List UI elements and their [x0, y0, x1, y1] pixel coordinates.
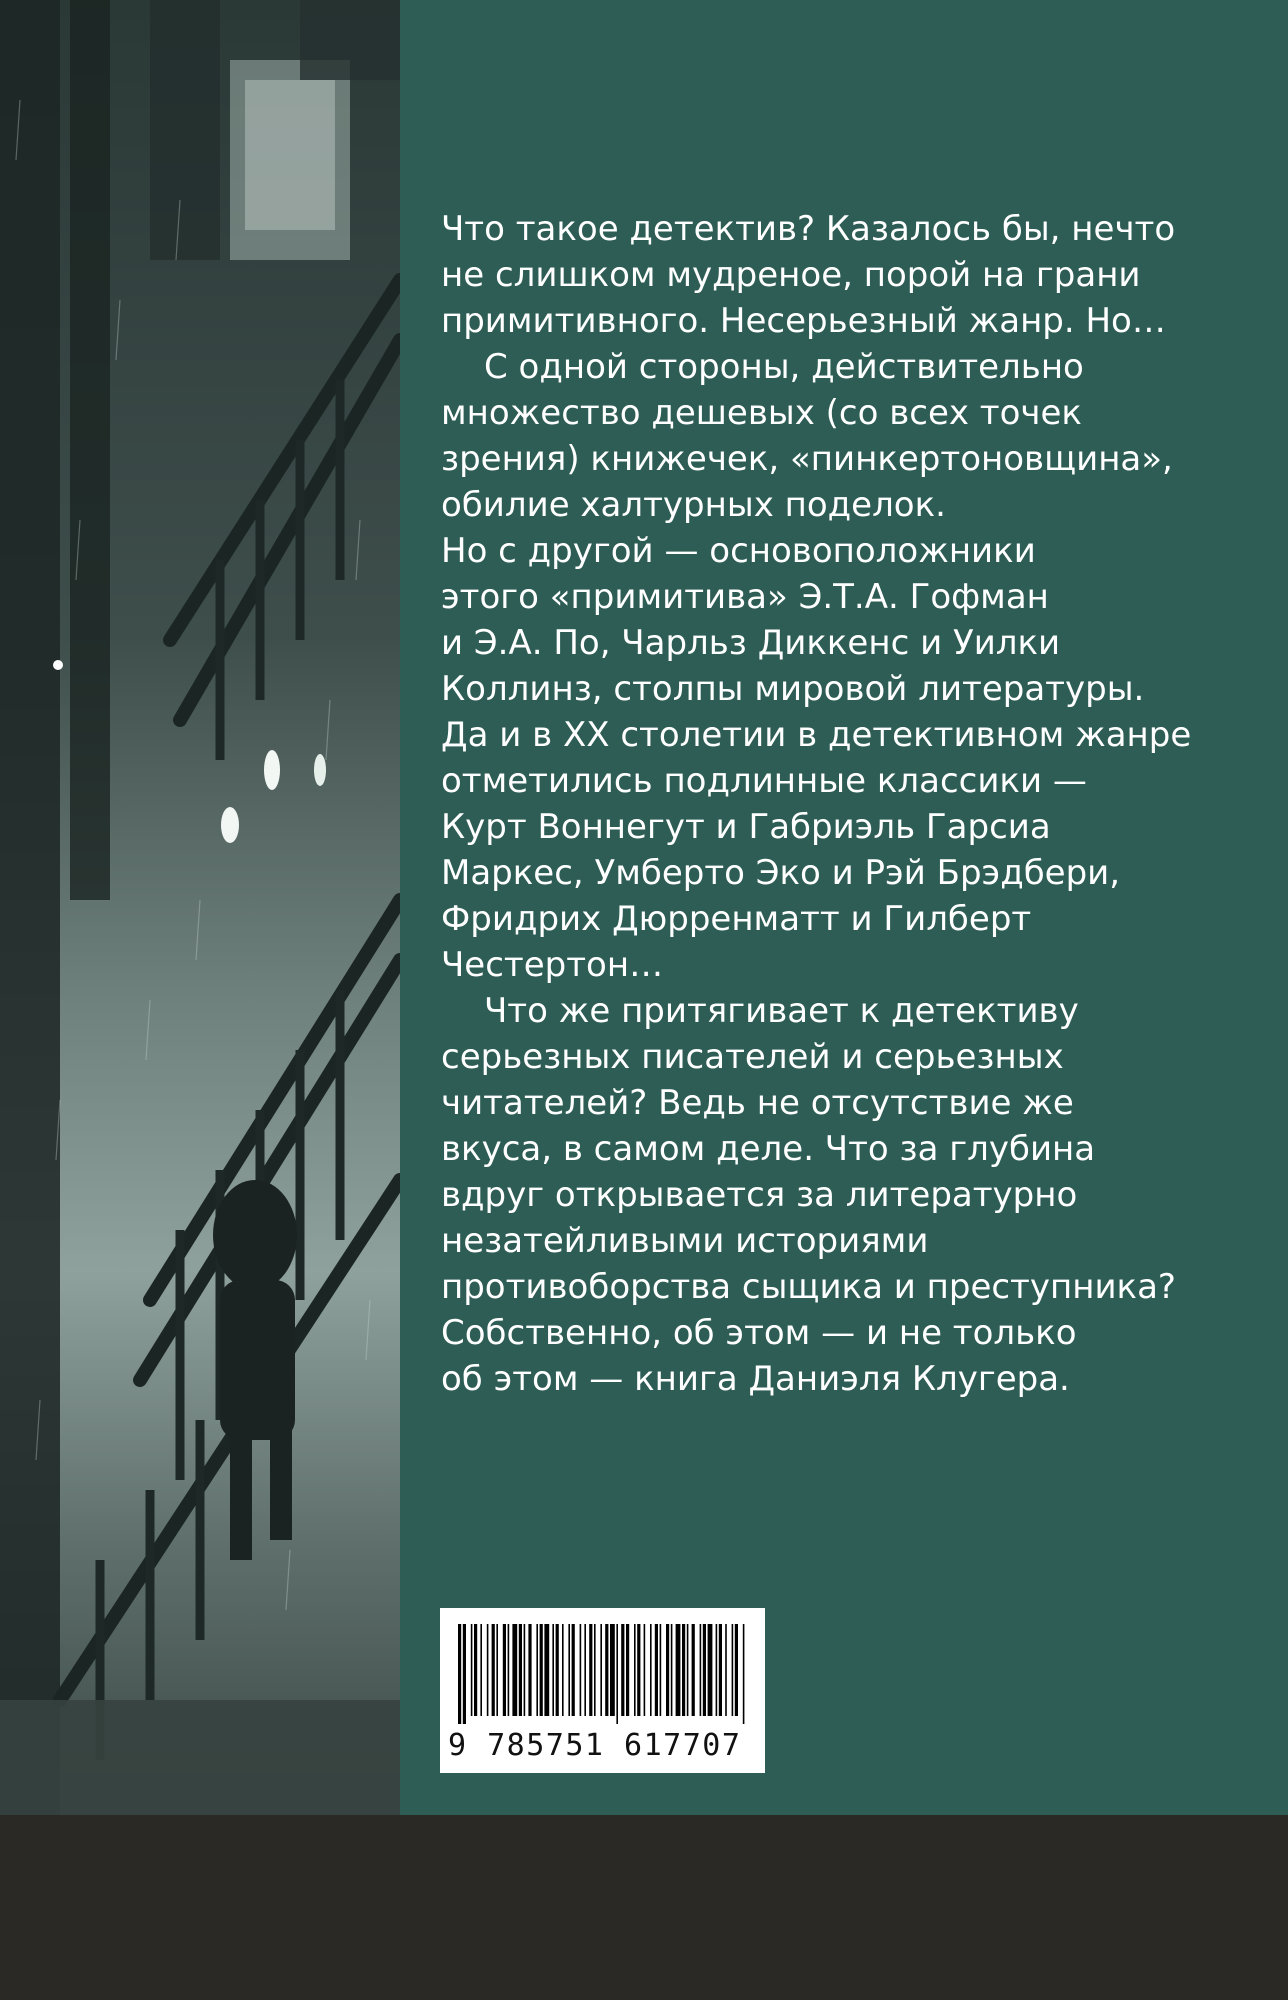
barcode-bar: [637, 1624, 640, 1716]
bottom-band: [0, 1815, 1288, 2000]
barcode-bar: [552, 1624, 554, 1716]
barcode-bar: [735, 1624, 738, 1716]
barcode-bar: [508, 1624, 510, 1716]
barcode-bar: [584, 1624, 586, 1716]
text-line: примитивного. Несерьезный жанр. Но…: [441, 301, 1166, 341]
text-line: не слишком мудреное, порой на грани: [441, 255, 1141, 295]
text-line: Коллинз, столпы мировой литературы.: [441, 669, 1145, 709]
barcode-bar: [610, 1624, 615, 1716]
barcode-bar: [568, 1624, 570, 1716]
barcode-bar: [687, 1624, 689, 1716]
barcode-bar: [487, 1624, 489, 1716]
barcode-bar: [644, 1624, 646, 1716]
text-line: обилие халтурных поделок.: [441, 485, 946, 525]
annotation-text: [441, 206, 1201, 1402]
text-line: вкуса, в самом деле. Что за глубина: [441, 1129, 1096, 1169]
barcode-bar: [528, 1624, 531, 1716]
text-line: зрения) книжечек, «пинкертоновщина»,: [441, 439, 1173, 479]
text-line: вдруг открывается за литературно: [441, 1175, 1078, 1215]
text-line: Что такое детектив? Казалось бы, нечто: [441, 209, 1176, 249]
barcode-bar: [682, 1624, 685, 1716]
barcode-bar: [700, 1624, 702, 1716]
text-line: С одной стороны, действительно: [484, 347, 1084, 387]
text-line: серьезных писателей и серьезных: [441, 1037, 1064, 1077]
barcode-bar: [666, 1624, 669, 1716]
text-line: незатейливыми историями: [441, 1221, 929, 1261]
barcode-bar: [626, 1624, 629, 1716]
barcode-bar: [703, 1624, 706, 1716]
text-line: Честертон…: [441, 945, 664, 985]
barcode-bar: [562, 1624, 564, 1716]
text-line: Да и в XX столетии в детективном жанре: [441, 715, 1192, 755]
barcode-bar: [743, 1624, 745, 1724]
cover-photo-staircase-rain: [0, 0, 400, 1815]
text-line: Что же притягивает к детективу: [484, 991, 1079, 1031]
barcode-bar: [650, 1624, 652, 1716]
barcode-bar: [471, 1624, 473, 1716]
text-line: Собственно, об этом — и не только: [441, 1313, 1077, 1353]
text-line: этого «примитива» Э.Т.А. Гофман: [441, 577, 1049, 617]
barcode-bar: [634, 1624, 636, 1716]
barcode-bar: [655, 1624, 658, 1716]
text-line: читателей? Ведь не отсутствие же: [441, 1083, 1074, 1123]
barcode-bar: [503, 1624, 506, 1716]
staircase-illustration: [0, 0, 400, 1815]
barcode-bar: [660, 1624, 662, 1716]
text-line: об этом — книга Даниэля Клугера.: [441, 1359, 1070, 1399]
barcode-bar: [458, 1624, 461, 1724]
barcode-bar: [580, 1624, 582, 1716]
text-line: Курт Воннегут и Габриэль Гарсиа: [441, 807, 1051, 847]
text-line: и Э.А. По, Чарльз Диккенс и Уилки: [441, 623, 1061, 663]
barcode-bar: [621, 1624, 624, 1716]
barcode-bar: [572, 1624, 575, 1716]
text-line: Маркес, Умберто Эко и Рэй Брэдбери,: [441, 853, 1121, 893]
barcode-bar: [716, 1624, 718, 1716]
barcode-bar: [496, 1624, 498, 1716]
text-line: Но с другой — основоположники: [441, 531, 1036, 571]
barcode-bar: [725, 1624, 727, 1716]
barcode-bar: [676, 1624, 681, 1716]
isbn-number: 9 785751 617707: [448, 1728, 742, 1763]
barcode-bar: [556, 1624, 559, 1716]
barcode-bar: [605, 1624, 608, 1716]
barcode-bar: [519, 1624, 522, 1716]
barcode-bar: [540, 1624, 543, 1716]
barcode-bar: [600, 1624, 602, 1716]
barcode-bar: [671, 1624, 673, 1716]
barcode-bar: [692, 1624, 695, 1716]
barcode-bar: [512, 1624, 517, 1716]
barcode-bar: [616, 1624, 618, 1724]
isbn-barcode: [440, 1608, 765, 1773]
barcode-bars: [454, 1624, 750, 1724]
barcode-bar: [536, 1624, 538, 1716]
barcode-bar: [719, 1624, 722, 1716]
barcode-bar: [463, 1624, 466, 1724]
text-line: множество дешевых (со всех точек: [441, 393, 1082, 433]
barcode-bar: [474, 1624, 477, 1716]
barcode-bar: [524, 1624, 526, 1716]
barcode-bar: [544, 1624, 549, 1716]
barcode-bar: [708, 1624, 713, 1716]
barcode-bar: [480, 1624, 482, 1716]
barcode-bar: [492, 1624, 495, 1716]
text-line: Фридрих Дюрренматт и Гилберт: [441, 899, 1032, 939]
barcode-bar: [594, 1624, 596, 1716]
barcode-bar: [589, 1624, 592, 1716]
text-line: отметились подлинные классики —: [441, 761, 1087, 801]
barcode-bar: [732, 1624, 734, 1716]
text-line: противоборства сыщика и преступника?: [441, 1267, 1176, 1307]
